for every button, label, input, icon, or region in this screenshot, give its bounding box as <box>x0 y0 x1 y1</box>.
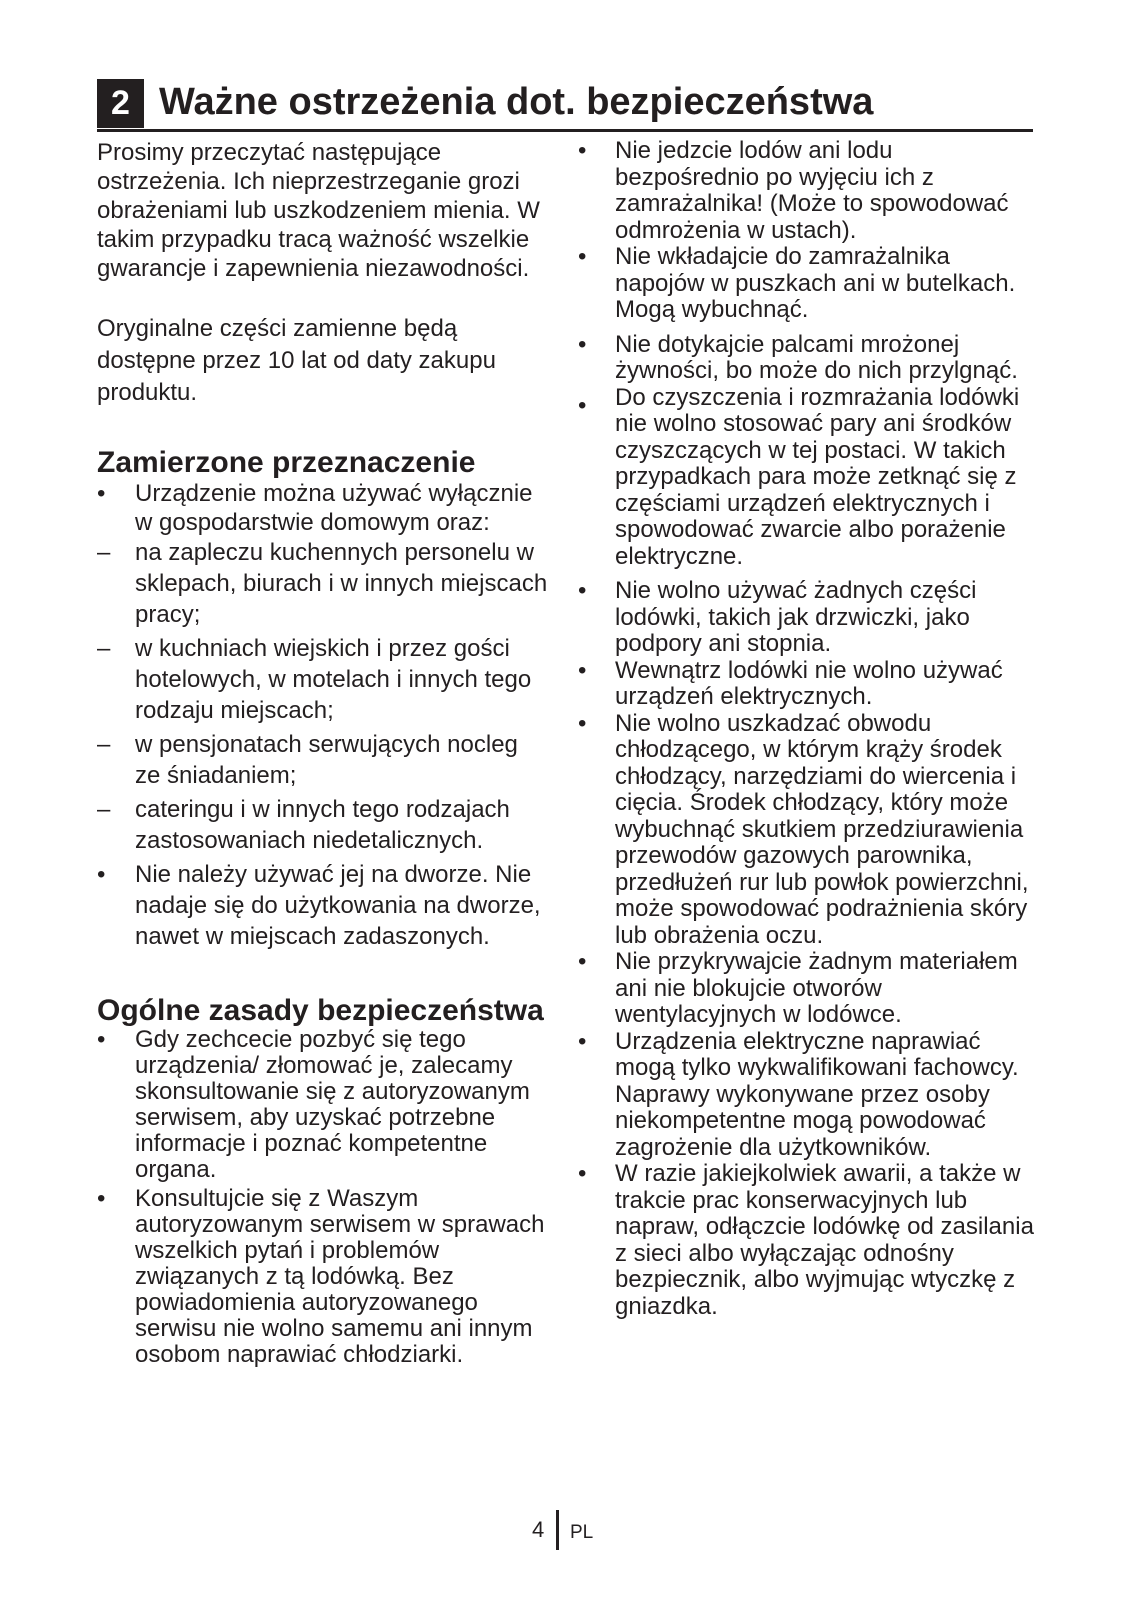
dash-marker: – <box>97 539 111 566</box>
list-item <box>97 479 549 537</box>
intended-use-list <box>97 479 549 952</box>
page-number: 4 <box>532 1517 545 1542</box>
list-item <box>97 729 549 791</box>
list-item-text: Nie wolno używać żadnych części lodówki, takich jak drzwiczki, jako podpory ani stopnia. <box>615 577 977 657</box>
list-item <box>97 633 549 726</box>
dash-marker: – <box>97 635 111 662</box>
list-item <box>97 794 549 856</box>
bullet-marker: • <box>578 137 587 164</box>
list-item <box>578 138 1040 244</box>
list-item-text: na zapleczu kuchennych personelu w sklepach, biurach i w innych miejscach pracy; <box>135 539 548 628</box>
footer-divider <box>556 1510 559 1550</box>
list-item <box>578 711 1040 950</box>
list-item <box>578 332 1040 385</box>
right-column <box>578 138 1040 1320</box>
section-header <box>97 79 1033 132</box>
list-item-text: w pensjonatach serwujących nocleg ze śniadaniem; <box>135 731 518 789</box>
bullet-marker: • <box>578 577 587 604</box>
list-item-text: Urządzenia elektryczne naprawiać mogą tylko wykwalifikowani fachowcy. Naprawy wykonywane przez osoby niekompetentne mogą powodować zagrożenie dla użytkowników. <box>615 1027 1019 1161</box>
left-column <box>97 138 549 1368</box>
bullet-marker: • <box>578 391 587 419</box>
list-item <box>97 1027 549 1183</box>
list-item-text: Wewnątrz lodówki nie wolno używać urządzeń elektrycznych. <box>615 656 1003 710</box>
bullet-marker: • <box>578 330 587 358</box>
bullet-marker: • <box>97 861 106 888</box>
list-item-text: w kuchniach wiejskich i przez gości hotelowych, w motelach i innych tego rodzaju miejscach; <box>135 635 532 724</box>
bullet-marker: • <box>97 1026 106 1053</box>
page-title: Ważne ostrzeżenia dot. bezpieczeństwa <box>159 81 874 123</box>
list-item <box>578 1161 1040 1320</box>
general-safety-heading: Ogólne zasady bezpieczeństwa <box>97 994 544 1027</box>
bullet-marker: • <box>578 243 587 270</box>
list-item <box>97 859 549 952</box>
section-number: 2 <box>97 79 144 128</box>
language-code: PL <box>570 1522 594 1543</box>
bullet-marker: • <box>97 1185 106 1212</box>
list-item <box>578 949 1040 1029</box>
bullet-marker: • <box>578 948 587 975</box>
dash-marker: – <box>97 731 111 758</box>
bullet-marker: • <box>578 1160 587 1187</box>
bullet-marker: • <box>578 1027 587 1055</box>
list-item <box>97 1186 549 1368</box>
list-item-text: Nie należy używać jej na dworze. Nie nadaje się do użytkowania na dworze, nawet w miejscach zadaszonych. <box>135 861 541 950</box>
list-item-text: W razie jakiejkolwiek awarii, a także w trakcie prac konserwacyjnych lub napraw, odłączcie lodówkę od zasilania z sieci albo wyłączając odnośny bezpiecznik, albo wyjmując wtyczkę z gniazdka. <box>615 1160 1034 1320</box>
list-item-text: Konsultujcie się z Waszym autoryzowanym serwisem w sprawach wszelkich pytań i problemów związanych z tą lodówką. Bez powiadomienia autoryzowanego serwisu nie wolno samemu ani innym osobom naprawiać chłodziarki. <box>135 1185 545 1368</box>
list-item <box>578 1029 1040 1162</box>
list-item <box>578 578 1040 658</box>
list-item-text: cateringu i w innych tego rodzajach zastosowaniach niedetalicznych. <box>135 796 510 854</box>
list-item-text: Nie dotykajcie palcami mrożonej żywności, bo może do nich przylgnąć. <box>615 330 1018 384</box>
spare-parts-paragraph: Oryginalne części zamienne będą dostępne przez 10 lat od daty zakupu produktu. <box>97 315 496 406</box>
list-item <box>578 244 1040 324</box>
intro-paragraph: Prosimy przeczytać następujące ostrzeżenia. Ich nieprzestrzeganie grozi obrażeniami lub uszkodzeniem mienia. W takim przypadku tracą ważność wszelkie gwarancje i zapewnienia niezawodności. <box>97 139 540 282</box>
bullet-marker: • <box>578 709 587 737</box>
general-safety-list <box>97 1027 549 1368</box>
list-item <box>578 658 1040 711</box>
list-item-text: Gdy zechcecie pozbyć się tego urządzenia/ złomować je, zalecamy skonsultowanie się z autoryzowanym serwisem, aby uzyskać potrzebne informacje i poznać kompetentne organa. <box>135 1026 530 1183</box>
list-item-text: Urządzenie można używać wyłącznie w gospodarstwie domowym oraz: <box>135 480 533 536</box>
list-item <box>97 537 549 630</box>
list-item-text: Nie jedzcie lodów ani lodu bezpośrednio po wyjęciu ich z zamrażalnika! (Może to spowodować odmrożenia w ustach). <box>615 137 1009 244</box>
list-item-text: Nie wolno uszkadzać obwodu chłodzącego, w którym krąży środek chłodzący, narzędziami do wiercenia i cięcia. Środek chłodzący, który może wybuchnąć skutkiem przedziurawienia przewodów gazowych parownika, przedłużeń rur lub powłok powierzchni, może spowodować podrażnienia skóry lub obrażenia oczu. <box>615 709 1029 949</box>
safety-warnings-list <box>578 138 1040 1320</box>
list-item-text: Nie wkładajcie do zamrażalnika napojów w puszkach ani w butelkach. Mogą wybuchnąć. <box>615 243 1016 323</box>
list-item <box>578 385 1040 571</box>
list-item-text: Nie przykrywajcie żadnym materiałem ani nie blokujcie otworów wentylacyjnych w lodówce. <box>615 948 1018 1028</box>
bullet-marker: • <box>578 656 587 684</box>
bullet-marker: • <box>97 480 106 507</box>
dash-marker: – <box>97 796 111 823</box>
list-item-text: Do czyszczenia i rozmrażania lodówki nie wolno stosować pary ani środków czyszczących w tej postaci. W takich przypadkach para może zetknąć się z częściami urządzeń elektrycznych i spowodować zwarcie albo porażenie elektryczne. <box>615 383 1020 570</box>
intended-use-heading: Zamierzone przeznaczenie <box>97 446 476 479</box>
